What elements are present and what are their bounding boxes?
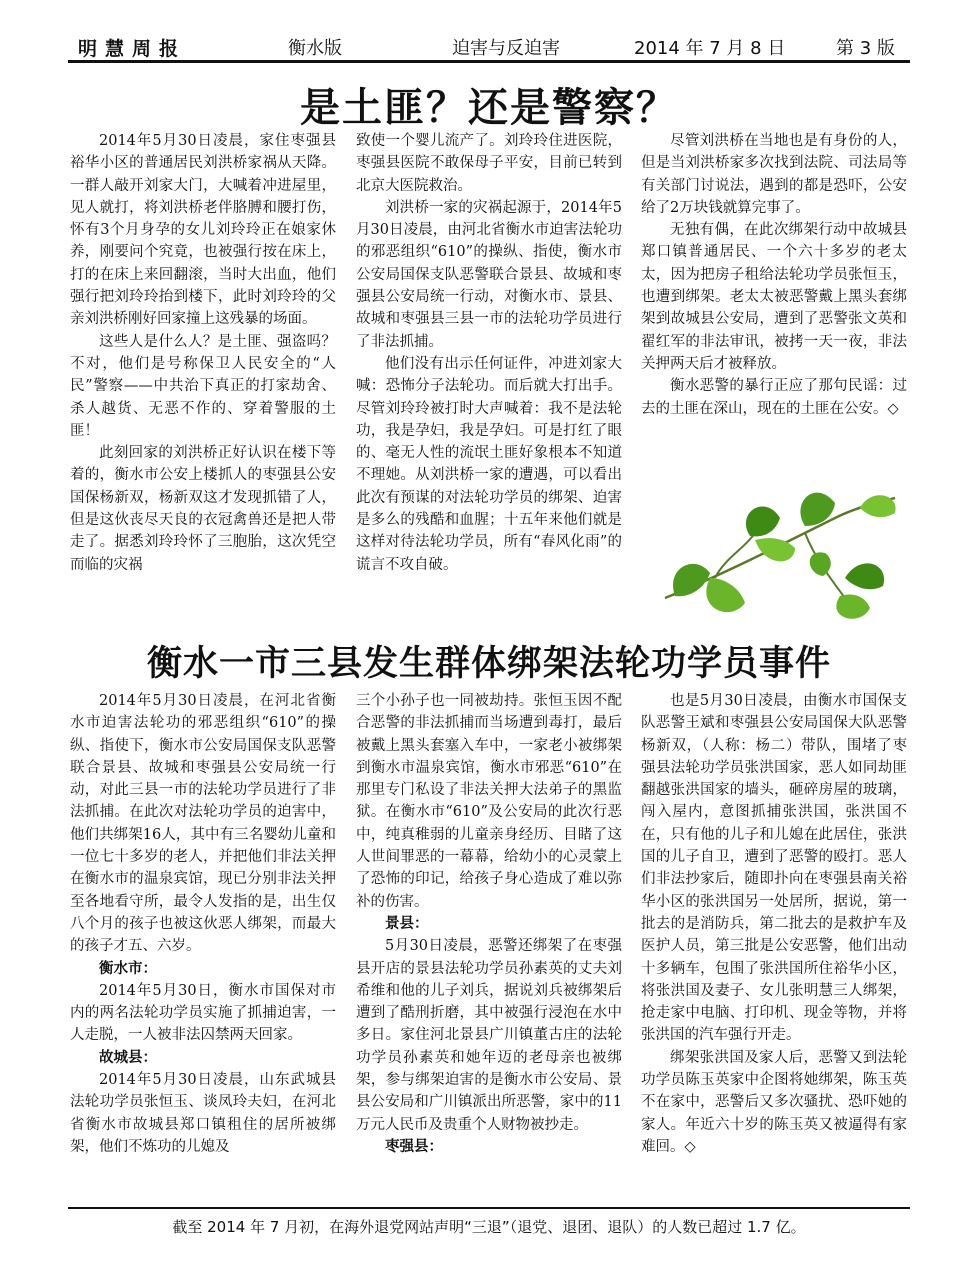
subheading: 故城县： [99, 1049, 157, 1066]
paragraph: 他们没有出示任何证件，冲进刘家大喊：恐怖分子法轮功。而后就大打出手。尽管刘玲玲被打时大声喊着：我不是法轮功，我是孕妇，我是孕妇。可是打红了眼的、毫无人性的流氓土匪好象根本不知道不理她。从刘洪桥一家的遭遇，可以看出此次有预谋的对法轮功学员的绑架、迫害是多么的残酷和血腥；十五年来他们就是这样对待法轮功学员，所有“春风化雨”的谎言不攻自破。 [356, 355, 622, 573]
paragraph: 致使一个婴儿流产了。刘玲玲住进医院，枣强县医院不敢保母子平安，目前已转到北京大医院救治。 [356, 133, 622, 194]
header-rule [68, 60, 910, 63]
paragraph: 衡水恶警的暴行正应了那句民谣：过去的土匪在深山，现在的土匪在公安。◇ [641, 378, 907, 417]
paragraph: 2014年5月30日凌晨，山东武城县法轮功学员张恒玉、谈凤玲夫妇，在河北省衡水市故城县郑口镇租住的居所被绑架，他们不炼功的儿媳及 [70, 1072, 336, 1155]
article2-col1 [70, 690, 336, 1208]
article2-col3 [641, 690, 907, 1208]
paragraph: 刘洪桥一家的灾祸起源于，2014年5月30日凌晨，由河北省衡水市迫害法轮功的邪恶组织“610”的操纵、指使，衡水市公安局国保支队恶警联合景县、故城和枣强县公安局统一行动，对衡水市、景县、故城和枣强县三县一市的法轮功学员进行了非法抓捕。 [356, 199, 622, 350]
article1-col1 [70, 130, 336, 620]
footer-notice: 截至 2014 年 7 月初，在海外退党网站声明“三退”（退党、退团、退队）的人数已超过 1.7 亿。 [172, 1218, 806, 1236]
section-label: 迫害与反迫害 [452, 38, 560, 59]
article1-col3 [641, 130, 907, 490]
paragraph: 2014年5月30日凌晨，家住枣强县裕华小区的普通居民刘洪桥家祸从天降。一群人敲开刘家大门，大喊着冲进屋里，见人就打，将刘洪桥老伴胳膊和腰打伤，怀有3个月身孕的女儿刘玲玲正在娘家休养，刚要问个究竟，也被强行按在床上，打的在床上来回翻滚，当时大出血，他们强行把刘玲玲抬到楼下，此时刘玲玲的父亲刘洪桥刚好回家撞上这残暴的场面。 [70, 133, 336, 328]
paragraph: 这些人是什么人？是土匪、强盗吗？不对，他们是号称保卫人民安全的“人民”警察——中共治下真正的打家劫舍、杀人越货、无恶不作的、穿着警服的土匪！ [70, 333, 336, 439]
page-number: 第 3 版 [836, 38, 895, 59]
masthead-brand: 明慧周报 [78, 38, 187, 60]
paragraph: 2014年5月30日，衡水市国保对市内的两名法轮功学员实施了抓捕迫害，一人走脱，一人被非法囚禁两天回家。 [70, 982, 336, 1044]
paragraph: 此刻回家的刘洪桥正好认识在楼下等着的，衡水市公安上楼抓人的枣强县公安国保杨新双，杨新双这才发现抓错了人，但是这伙丧尽天良的衣冠禽兽还是把人带走了。据悉刘玲玲怀了三胞胎，这次凭空而临的灾祸 [70, 445, 336, 573]
paragraph: 尽管刘洪桥在当地也是有身份的人，但是当刘洪桥家多次找到法院、司法局等有关部门讨说法，遇到的都是恐吓，公安给了2万块钱就算完事了。 [641, 133, 907, 216]
article1-title: 是土匪？还是警察？ [300, 84, 678, 131]
edition-label: 衡水版 [288, 38, 342, 59]
paragraph: 无独有偶，在此次绑架行动中故城县郑口镇普通居民、一个六十多岁的老太太，因为把房子租给法轮功学员张恒玉，也遭到绑架。老太太被恶警戴上黑头套绑架到故城县公安局，遭到了恶警张文英和翟红军的非法审讯，被拷一天一夜，非法关押两天后才被释放。 [641, 222, 907, 372]
paragraph: 也是5月30日凌晨，由衡水市国保支队恶警王斌和枣强县公安局国保大队恶警杨新双，（人称：杨二）带队，围堵了枣强县法轮功学员张洪国家，恶人如同劫匪翻越张洪国家的墙头，砸碎房屋的玻璃，闯入屋内，意图抓捕张洪国，张洪国不在，只有他的儿子和儿媳在此居住，张洪国的儿子自卫，遭到了恶警的殴打。恶人们非法抄家后，随即扑向在枣强县南关裕华小区的张洪国另一处居所，据说，第一批去的是消防兵，第二批去的是救护车及医护人员，第三批是公安恶警，他们出动十多辆车，包围了张洪国所住裕华小区，将张洪国及妻子、女儿张明慧三人绑架，抢走家中电脑、打印机、现金等物，并将张洪国的汽车强行开走。 [641, 693, 907, 1044]
footer-rule [68, 1207, 910, 1209]
subheading: 衡水市： [99, 960, 157, 977]
green-leaves-icon [655, 478, 905, 628]
subheading: 景县： [385, 915, 429, 932]
issue-date: 2014 年 7 月 8 日 [634, 38, 786, 59]
article2-title: 衡水一市三县发生群体绑架法轮功学员事件 [146, 644, 831, 684]
article2-col2 [356, 690, 622, 1208]
subheading: 枣强县： [385, 1138, 443, 1155]
paragraph: 三个小孙子也一同被劫持。张恒玉因不配合恶警的非法抓捕而当场遭到毒打，最后被戴上黑头套塞入车中，一家老小被绑架到衡水市温泉宾馆，衡水市邪恶“610”在那里专门私设了非法关押大法弟子的黑监狱。在衡水市“610”及公安局的此次行恶中，纯真稚弱的儿童亲身经历、目睹了这人世间罪恶的一幕幕，给幼小的心灵蒙上了恐怖的印记，给孩子身心造成了难以弥补的伤害。 [356, 693, 622, 910]
article1-col2 [356, 130, 622, 620]
paragraph: 5月30日凌晨，恶警还绑架了在枣强县开店的景县法轮功学员孙素英的丈夫刘希维和他的儿子刘兵，据说刘兵被绑架后遭到了酷刑折磨，其中被强行浸泡在水中多日。家住河北景县广川镇董古庄的法轮功学员孙素英和她年迈的老母亲也被绑架，参与绑架迫害的是衡水市公安局、景县公安局和广川镇派出所恶警，家中的11万元人民币及贵重个人财物被抄走。 [356, 938, 622, 1133]
paragraph: 绑架张洪国及家人后，恶警又到法轮功学员陈玉英家中企图将她绑架，陈玉英不在家中，恶警后又多次骚扰、恐吓她的家人。年近六十岁的陈玉英又被逼得有家难回。◇ [641, 1049, 907, 1155]
paragraph: 2014年5月30日凌晨，在河北省衡水市迫害法轮功的邪恶组织“610”的操纵、指使下，衡水市公安局国保支队恶警联合景县、故城和枣强县公安局统一行动，对此三县一市的法轮功学员进行了非法抓捕。在此次对法轮功学员的迫害中，他们共绑架16人，其中有三名婴幼儿童和一位七十多岁的老人，并把他们非法关押在衡水市的温泉宾馆，现已分别非法关押至各地看守所，最令人发指的是，出生仅八个月的孩子也被这伙恶人绑架，而最大的孩子才五、六岁。 [70, 693, 336, 955]
